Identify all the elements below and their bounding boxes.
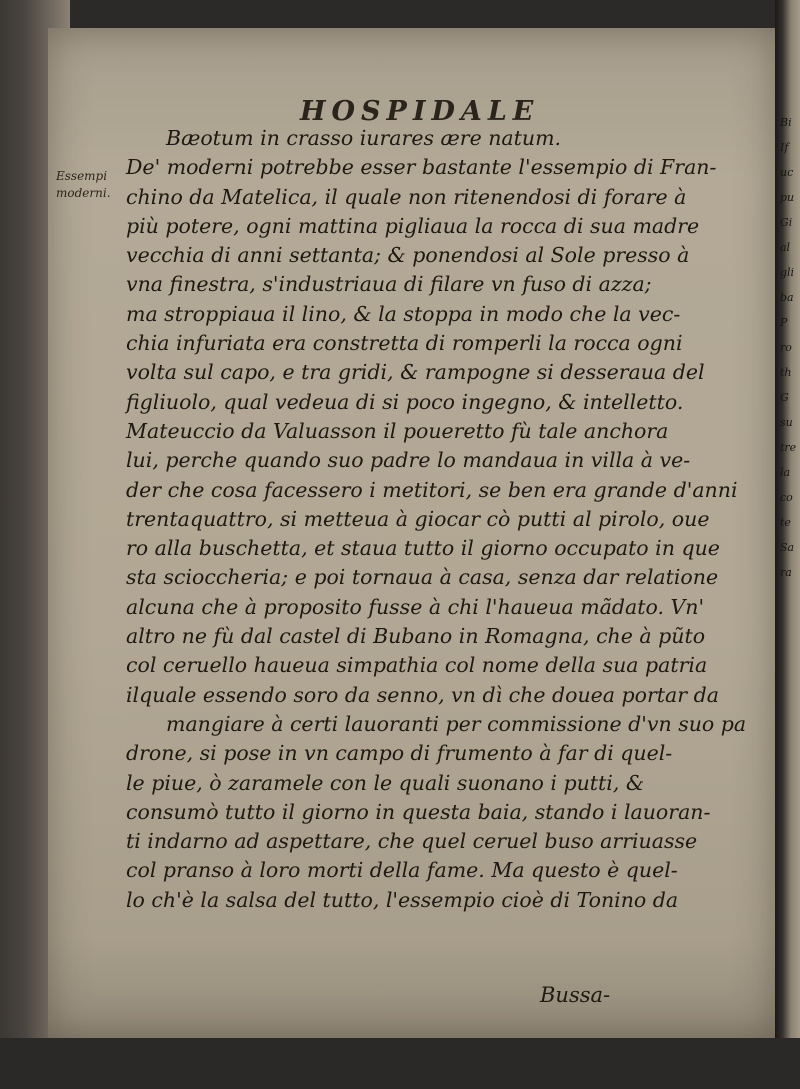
text-line: col ceruello haueua simpathia col nome della sua patria	[126, 653, 708, 678]
edge-fragment: pu	[780, 191, 795, 204]
text-line: chia infuriata era constretta di romperli la rocca ogni	[126, 331, 683, 356]
edge-fragment: Gi	[780, 216, 793, 229]
facing-page-edge-text	[780, 110, 800, 585]
edge-fragment: Sa	[780, 541, 795, 554]
text-line: lo ch'è la salsa del tutto, l'essempio cioè di Tonino da	[126, 887, 679, 912]
text-line: col pranso à loro morti della fame. Ma questo è quel-	[126, 858, 678, 883]
margin-note-line: Essempi	[56, 169, 108, 183]
text-line: volta sul capo, e tra gridi, & rampogne si desseraua del	[126, 360, 705, 385]
edge-fragment: If	[780, 141, 789, 154]
edge-fragment: co	[780, 491, 793, 504]
text-line: chino da Matelica, il quale non ritenendosi di forare à	[126, 184, 687, 209]
edge-fragment: su	[780, 416, 793, 429]
text-line: lui, perche quando suo padre lo mandaua in villa à ve-	[126, 448, 691, 473]
text-line: ro alla buschetta, et staua tutto il giorno occupato in que	[126, 536, 720, 561]
edge-fragment: P	[780, 316, 788, 329]
page-header: HOSPIDALE	[300, 96, 540, 127]
edge-fragment: tre	[780, 441, 797, 454]
text-line: le piue, ò zaramele con le quali suonano i putti, &	[126, 770, 645, 795]
text-line: Mateuccio da Valuasson il poueretto fù tale anchora	[126, 418, 669, 443]
text-line: Bæotum in crasso iurares ære natum.	[166, 126, 562, 150]
text-line: De' moderni potrebbe esser bastante l'essempio di Fran-	[126, 155, 717, 180]
text-line: ilquale essendo soro da senno, vn dì che douea portar da	[126, 682, 719, 707]
edge-fragment: te	[780, 516, 791, 529]
text-line: alcuna che à proposito fusse à chi l'haueua mãdato. Vn'	[126, 594, 705, 619]
margin-note-line: moderni.	[56, 186, 111, 200]
text-line: più potere, ogni mattina pigliaua la rocca di sua madre	[126, 213, 700, 238]
text-line: mangiare à certi lauoranti per commissione d'vn suo pa	[166, 711, 747, 736]
edge-fragment: ba	[780, 291, 794, 304]
margin-note	[56, 168, 116, 202]
edge-fragment: ra	[780, 566, 792, 579]
text-line: drone, si pose in vn campo di frumento à far di quel-	[126, 741, 673, 766]
text-line: altro ne fù dal castel di Bubano in Romagna, che à pũto	[126, 624, 706, 649]
text-line: der che cosa facessero i metitori, se ben era grande d'anni	[126, 477, 738, 502]
text-line: trentaquattro, si metteua à giocar cò putti al pirolo, oue	[126, 506, 710, 531]
body-text	[126, 124, 766, 915]
edge-fragment: th	[780, 366, 792, 379]
edge-fragment: Bi	[780, 116, 792, 129]
text-line: sta scioccheria; e poi tornaua à casa, senza dar relatione	[126, 565, 719, 590]
text-line: vna finestra, s'industriaua di filare vn fuso di azza;	[126, 272, 652, 297]
edge-fragment: gli	[780, 266, 795, 279]
edge-fragment: ro	[780, 341, 792, 354]
text-line: vecchia di anni settanta; & ponendosi al Sole presso à	[126, 243, 690, 268]
edge-fragment: al	[780, 241, 791, 254]
text-line: ma stroppiaua il lino, & la stoppa in modo che la vec-	[126, 301, 681, 326]
edge-fragment: la	[780, 466, 791, 479]
edge-fragment: uc	[780, 166, 794, 179]
text-line: consumò tutto il giorno in questa baia, stando i lauoran-	[126, 799, 711, 824]
text-line: ti indarno ad aspettare, che quel ceruel buso arriuasse	[126, 829, 698, 854]
text-line: figliuolo, qual vedeua di si poco ingegno, & intelletto.	[126, 389, 684, 414]
scan-bottom-edge	[0, 1038, 800, 1089]
catchword: Bussa-	[540, 983, 611, 1007]
edge-fragment: G	[780, 391, 789, 404]
